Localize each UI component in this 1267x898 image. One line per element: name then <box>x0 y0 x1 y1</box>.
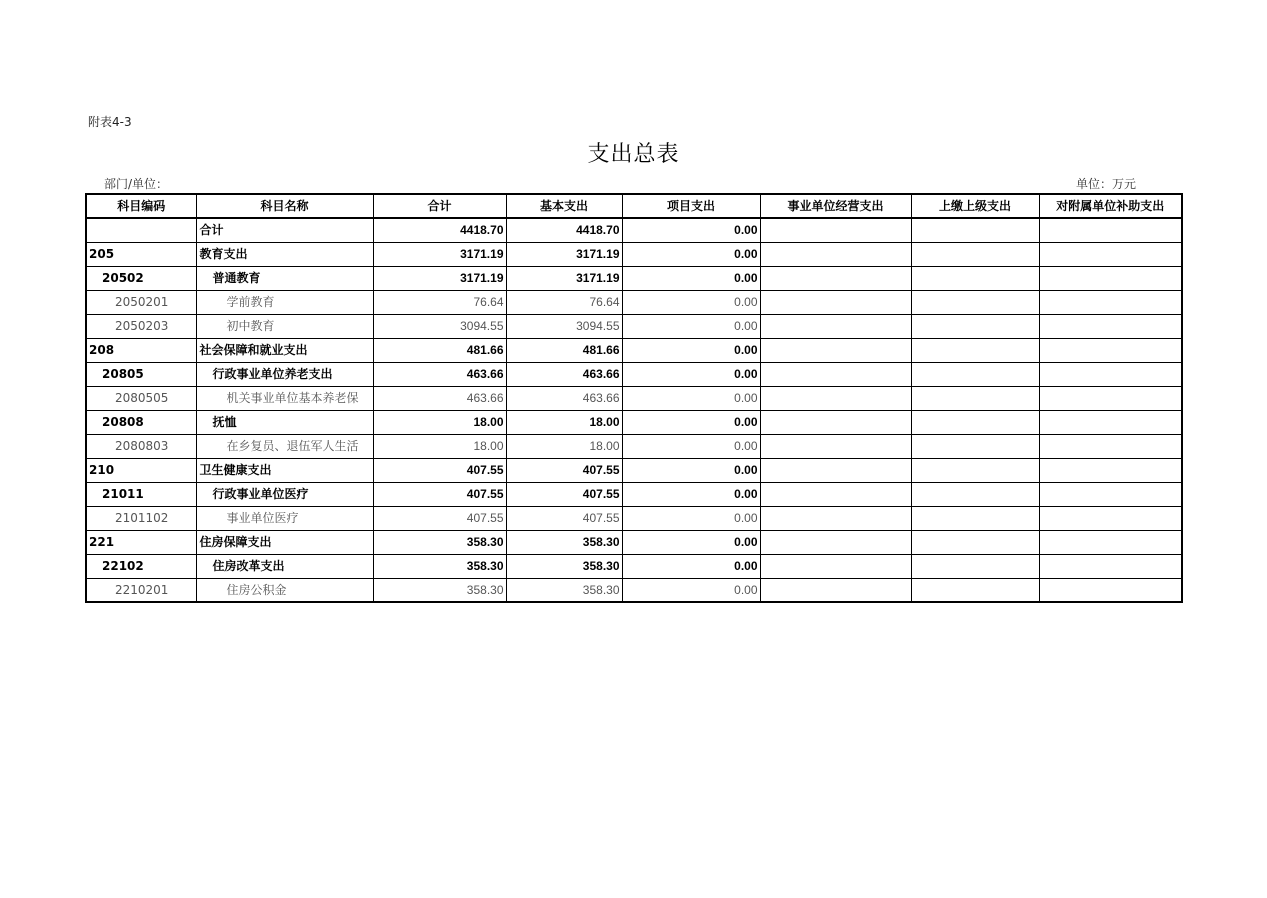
total-cell: 3171.19 <box>373 266 506 290</box>
total-cell: 407.55 <box>373 458 506 482</box>
name-cell: 行政事业单位养老支出 <box>196 362 373 386</box>
code-cell: 2101102 <box>86 506 196 530</box>
upper-cell <box>911 578 1039 602</box>
name-cell: 在乡复员、退伍军人生活 <box>196 434 373 458</box>
upper-cell <box>911 506 1039 530</box>
table-body <box>86 218 1182 602</box>
name-cell: 合计 <box>196 218 373 242</box>
total-cell: 18.00 <box>373 410 506 434</box>
basic-cell: 358.30 <box>506 578 622 602</box>
name-cell: 社会保障和就业支出 <box>196 338 373 362</box>
header-project-expenditure: 项目支出 <box>622 194 760 218</box>
project-cell: 0.00 <box>622 338 760 362</box>
upper-cell <box>911 434 1039 458</box>
unit-label: 单位：万元 <box>1076 177 1137 191</box>
table-row <box>86 554 1182 578</box>
business-cell <box>760 338 911 362</box>
upper-cell <box>911 314 1039 338</box>
name-cell: 抚恤 <box>196 410 373 434</box>
expenditure-table <box>85 193 1183 603</box>
business-cell <box>760 578 911 602</box>
business-cell <box>760 218 911 242</box>
basic-cell: 76.64 <box>506 290 622 314</box>
basic-cell: 407.55 <box>506 458 622 482</box>
table-row <box>86 266 1182 290</box>
header-subject-code: 科目编码 <box>86 194 196 218</box>
basic-cell: 358.30 <box>506 554 622 578</box>
code-cell <box>86 218 196 242</box>
table-row <box>86 458 1182 482</box>
total-cell: 358.30 <box>373 530 506 554</box>
subsidy-cell <box>1039 362 1182 386</box>
subsidy-cell <box>1039 506 1182 530</box>
header-upper-remittance: 上缴上级支出 <box>911 194 1039 218</box>
subsidy-cell <box>1039 266 1182 290</box>
name-cell: 行政事业单位医疗 <box>196 482 373 506</box>
code-cell: 2080505 <box>86 386 196 410</box>
total-cell: 463.66 <box>373 362 506 386</box>
project-cell: 0.00 <box>622 218 760 242</box>
upper-cell <box>911 482 1039 506</box>
code-cell: 2080803 <box>86 434 196 458</box>
project-cell: 0.00 <box>622 530 760 554</box>
business-cell <box>760 530 911 554</box>
upper-cell <box>911 338 1039 362</box>
business-cell <box>760 290 911 314</box>
basic-cell: 463.66 <box>506 362 622 386</box>
table-row <box>86 530 1182 554</box>
basic-cell: 3171.19 <box>506 266 622 290</box>
basic-cell: 481.66 <box>506 338 622 362</box>
project-cell: 0.00 <box>622 578 760 602</box>
subsidy-cell <box>1039 458 1182 482</box>
name-cell: 普通教育 <box>196 266 373 290</box>
code-cell: 2050203 <box>86 314 196 338</box>
project-cell: 0.00 <box>622 482 760 506</box>
table-header <box>86 194 1182 218</box>
upper-cell <box>911 530 1039 554</box>
subsidy-cell <box>1039 290 1182 314</box>
table-row <box>86 386 1182 410</box>
subsidy-cell <box>1039 314 1182 338</box>
project-cell: 0.00 <box>622 290 760 314</box>
project-cell: 0.00 <box>622 362 760 386</box>
header-subject-name: 科目名称 <box>196 194 373 218</box>
business-cell <box>760 458 911 482</box>
total-cell: 407.55 <box>373 506 506 530</box>
code-cell: 208 <box>86 338 196 362</box>
project-cell: 0.00 <box>622 506 760 530</box>
business-cell <box>760 434 911 458</box>
project-cell: 0.00 <box>622 314 760 338</box>
subsidy-cell <box>1039 410 1182 434</box>
name-cell: 事业单位医疗 <box>196 506 373 530</box>
header-basic-expenditure: 基本支出 <box>506 194 622 218</box>
total-cell: 463.66 <box>373 386 506 410</box>
basic-cell: 407.55 <box>506 506 622 530</box>
upper-cell <box>911 458 1039 482</box>
total-cell: 4418.70 <box>373 218 506 242</box>
header-row <box>86 194 1182 218</box>
name-cell: 教育支出 <box>196 242 373 266</box>
name-cell: 卫生健康支出 <box>196 458 373 482</box>
project-cell: 0.00 <box>622 434 760 458</box>
total-cell: 76.64 <box>373 290 506 314</box>
total-cell: 481.66 <box>373 338 506 362</box>
subsidy-cell <box>1039 482 1182 506</box>
name-cell: 住房保障支出 <box>196 530 373 554</box>
table-row <box>86 578 1182 602</box>
table-row <box>86 338 1182 362</box>
code-cell: 221 <box>86 530 196 554</box>
name-cell: 学前教育 <box>196 290 373 314</box>
subsidy-cell <box>1039 386 1182 410</box>
basic-cell: 463.66 <box>506 386 622 410</box>
header-business-expenditure: 事业单位经营支出 <box>760 194 911 218</box>
total-cell: 358.30 <box>373 578 506 602</box>
table-row <box>86 410 1182 434</box>
upper-cell <box>911 554 1039 578</box>
basic-cell: 18.00 <box>506 410 622 434</box>
upper-cell <box>911 218 1039 242</box>
code-cell: 22102 <box>86 554 196 578</box>
upper-cell <box>911 362 1039 386</box>
subsidy-cell <box>1039 338 1182 362</box>
basic-cell: 358.30 <box>506 530 622 554</box>
subsidy-cell <box>1039 434 1182 458</box>
header-total: 合计 <box>373 194 506 218</box>
table-row <box>86 434 1182 458</box>
business-cell <box>760 266 911 290</box>
subsidy-cell <box>1039 530 1182 554</box>
total-cell: 3094.55 <box>373 314 506 338</box>
total-cell: 358.30 <box>373 554 506 578</box>
table-row <box>86 362 1182 386</box>
upper-cell <box>911 290 1039 314</box>
basic-cell: 3171.19 <box>506 242 622 266</box>
code-cell: 2210201 <box>86 578 196 602</box>
upper-cell <box>911 410 1039 434</box>
business-cell <box>760 410 911 434</box>
business-cell <box>760 386 911 410</box>
business-cell <box>760 554 911 578</box>
upper-cell <box>911 266 1039 290</box>
table-row <box>86 482 1182 506</box>
business-cell <box>760 242 911 266</box>
project-cell: 0.00 <box>622 554 760 578</box>
project-cell: 0.00 <box>622 386 760 410</box>
project-cell: 0.00 <box>622 458 760 482</box>
code-cell: 21011 <box>86 482 196 506</box>
total-cell: 407.55 <box>373 482 506 506</box>
department-label: 部门/单位： <box>104 177 169 191</box>
name-cell: 住房改革支出 <box>196 554 373 578</box>
code-cell: 20502 <box>86 266 196 290</box>
project-cell: 0.00 <box>622 266 760 290</box>
basic-cell: 4418.70 <box>506 218 622 242</box>
subsidy-cell <box>1039 554 1182 578</box>
table-row <box>86 506 1182 530</box>
total-row <box>86 218 1182 242</box>
business-cell <box>760 362 911 386</box>
code-cell: 2050201 <box>86 290 196 314</box>
subsidy-cell <box>1039 218 1182 242</box>
basic-cell: 18.00 <box>506 434 622 458</box>
subsidy-cell <box>1039 578 1182 602</box>
code-cell: 210 <box>86 458 196 482</box>
table-row <box>86 314 1182 338</box>
subsidy-cell <box>1039 242 1182 266</box>
project-cell: 0.00 <box>622 410 760 434</box>
code-cell: 205 <box>86 242 196 266</box>
business-cell <box>760 314 911 338</box>
code-cell: 20808 <box>86 410 196 434</box>
total-cell: 18.00 <box>373 434 506 458</box>
page-title: 支出总表 <box>587 142 680 167</box>
name-cell: 住房公积金 <box>196 578 373 602</box>
code-cell: 20805 <box>86 362 196 386</box>
basic-cell: 407.55 <box>506 482 622 506</box>
total-cell: 3171.19 <box>373 242 506 266</box>
basic-cell: 3094.55 <box>506 314 622 338</box>
header-subsidy-affiliates: 对附属单位补助支出 <box>1039 194 1182 218</box>
table-row <box>86 290 1182 314</box>
name-cell: 初中教育 <box>196 314 373 338</box>
table-row <box>86 242 1182 266</box>
project-cell: 0.00 <box>622 242 760 266</box>
upper-cell <box>911 386 1039 410</box>
business-cell <box>760 506 911 530</box>
business-cell <box>760 482 911 506</box>
attachment-label: 附表4-3 <box>88 115 132 129</box>
upper-cell <box>911 242 1039 266</box>
name-cell: 机关事业单位基本养老保 <box>196 386 373 410</box>
